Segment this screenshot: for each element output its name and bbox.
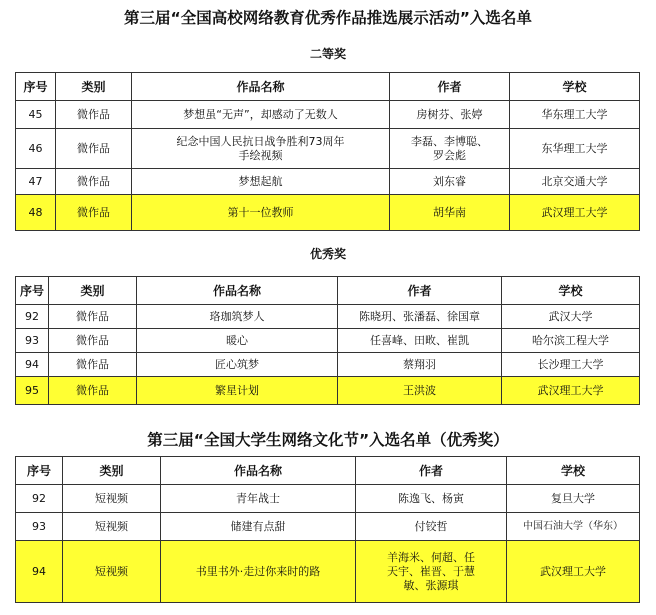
cell-school: 哈尔滨工程大学 [502, 329, 640, 353]
header-no: 序号 [16, 457, 63, 485]
table-row [16, 485, 640, 513]
cell-no: 93 [16, 329, 49, 353]
header-school: 学校 [502, 277, 640, 305]
cell-no: 95 [16, 377, 49, 405]
festival-table [15, 456, 640, 603]
cell-category: 微作品 [49, 329, 137, 353]
cell-school: 武汉理工大学 [502, 377, 640, 405]
cell-school: 华东理工大学 [510, 101, 640, 129]
cell-school: 东华理工大学 [510, 129, 640, 169]
cell-work-name: 暖心 [137, 329, 338, 353]
table-row [16, 353, 640, 377]
cell-school: 武汉理工大学 [510, 195, 640, 231]
table-row [16, 129, 640, 169]
cell-no: 93 [16, 513, 63, 541]
cell-author: 胡华南 [390, 195, 510, 231]
cell-work-name: 繁星计划 [137, 377, 338, 405]
header-author: 作者 [356, 457, 507, 485]
table-row [16, 101, 640, 129]
table-row [16, 377, 640, 405]
cell-no: 48 [16, 195, 56, 231]
table-row [16, 541, 640, 603]
cell-no: 94 [16, 353, 49, 377]
second-prize-table [15, 72, 640, 231]
header-work-name: 作品名称 [161, 457, 356, 485]
cell-author: 蔡翔羽 [338, 353, 502, 377]
cell-category: 微作品 [56, 101, 132, 129]
cell-author: 李磊、李博聪、罗会彪 [390, 129, 510, 169]
cell-author: 羊海米、何超、任天宇、崔晋、于慧敏、张源琪 [356, 541, 507, 603]
cell-category: 短视频 [63, 513, 161, 541]
header-category: 类别 [56, 73, 132, 101]
cell-category: 微作品 [56, 195, 132, 231]
cell-school: 长沙理工大学 [502, 353, 640, 377]
header-school: 学校 [507, 457, 640, 485]
table-row [16, 305, 640, 329]
cell-school: 武汉理工大学 [507, 541, 640, 603]
cell-work-name: 梦想虽“无声”，却感动了无数人 [132, 101, 390, 129]
cell-author: 陈晓玥、张潘磊、徐国章 [338, 305, 502, 329]
table-row [16, 169, 640, 195]
header-work-name: 作品名称 [132, 73, 390, 101]
cell-work-name: 梦想起航 [132, 169, 390, 195]
header-category: 类别 [63, 457, 161, 485]
section-title-excellence: 优秀奖 [309, 247, 346, 261]
cell-category: 微作品 [49, 305, 137, 329]
cell-category: 微作品 [49, 353, 137, 377]
header-author: 作者 [338, 277, 502, 305]
header-school: 学校 [510, 73, 640, 101]
cell-no: 92 [16, 305, 49, 329]
cell-work-name: 第十一位教师 [132, 195, 390, 231]
cell-work-name: 储建有点甜 [161, 513, 356, 541]
page-title: 第三届“全国高校网络教育优秀作品推选展示活动”入选名单 [124, 9, 532, 27]
cell-school: 北京交通大学 [510, 169, 640, 195]
section-title-second-prize: 二等奖 [309, 47, 346, 61]
cell-author: 房树芬、张婷 [390, 101, 510, 129]
cell-work-name: 书里书外·走过你来时的路 [161, 541, 356, 603]
cell-no: 47 [16, 169, 56, 195]
cell-author: 付铰哲 [356, 513, 507, 541]
table-row [16, 195, 640, 231]
cell-work-name: 珞珈筑梦人 [137, 305, 338, 329]
cell-category: 微作品 [49, 377, 137, 405]
header-no: 序号 [16, 277, 49, 305]
cell-category: 微作品 [56, 129, 132, 169]
cell-no: 92 [16, 485, 63, 513]
cell-author: 陈逸飞、杨寅 [356, 485, 507, 513]
cell-author: 刘东睿 [390, 169, 510, 195]
header-author: 作者 [390, 73, 510, 101]
festival-title: 第三届“全国大学生网络文化节”入选名单（优秀奖） [147, 431, 509, 449]
cell-school: 复旦大学 [507, 485, 640, 513]
excellence-table [15, 276, 640, 405]
cell-no: 94 [16, 541, 63, 603]
cell-no: 46 [16, 129, 56, 169]
cell-work-name: 匠心筑梦 [137, 353, 338, 377]
cell-work-name: 纪念中国人民抗日战争胜利73周年手绘视频 [132, 129, 390, 169]
header-category: 类别 [49, 277, 137, 305]
cell-school: 武汉大学 [502, 305, 640, 329]
cell-work-name: 青年战士 [161, 485, 356, 513]
table-row [16, 329, 640, 353]
header-no: 序号 [16, 73, 56, 101]
cell-category: 短视频 [63, 485, 161, 513]
table-row [16, 513, 640, 541]
cell-category: 微作品 [56, 169, 132, 195]
cell-category: 短视频 [63, 541, 161, 603]
cell-school: 中国石油大学（华东） [507, 513, 640, 541]
cell-author: 任喜峰、田畋、崔凯 [338, 329, 502, 353]
cell-author: 王洪波 [338, 377, 502, 405]
header-work-name: 作品名称 [137, 277, 338, 305]
cell-no: 45 [16, 101, 56, 129]
